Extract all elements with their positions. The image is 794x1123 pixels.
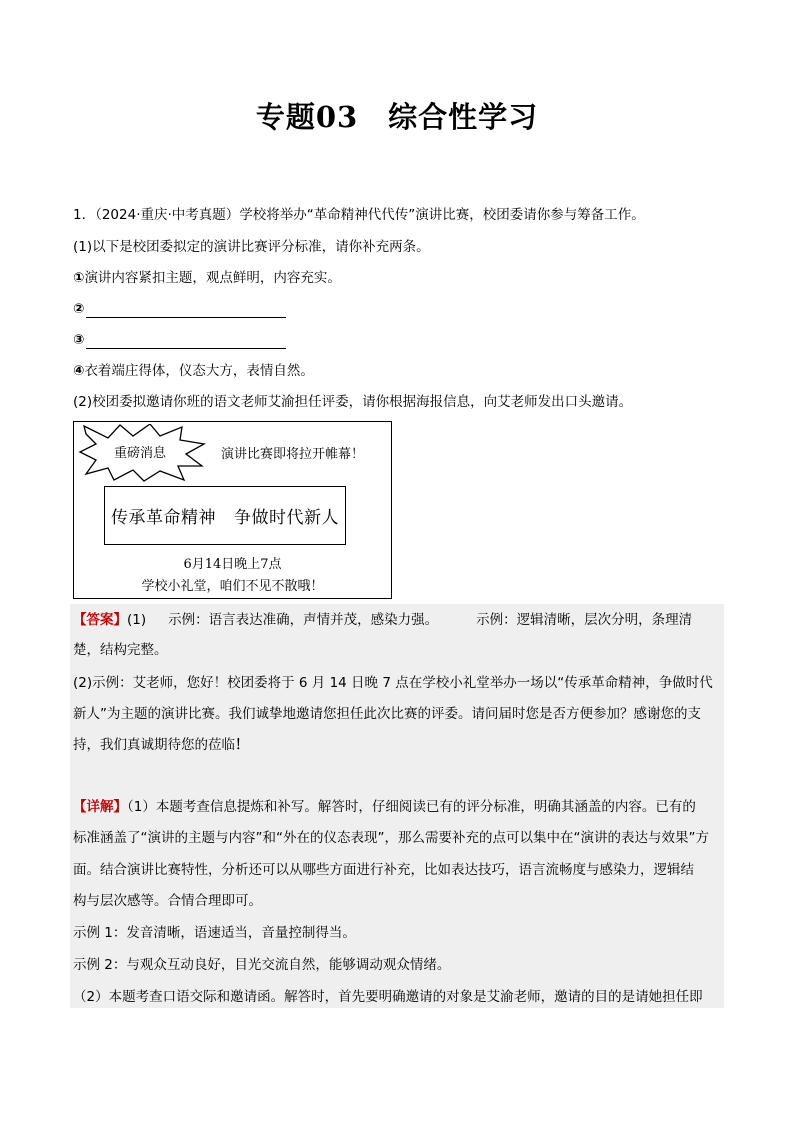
slogan-part1: 传承革命精神 [111,508,216,528]
poster-headline: 演讲比赛即将拉开帷幕！ [221,447,365,462]
page-title: 专题03 综合性学习 [255,100,539,134]
answer-part2-line-3b: ！ [235,737,249,753]
criterion-2-blank[interactable] [86,303,286,318]
analysis-line-1 [73,792,721,822]
answer-part2-line-2: 新人”为主题的演讲比赛。我们诚挚地邀请您担任此次比赛的评委。请问届时您是否方便参加？感谢您的支 [73,706,701,722]
criterion-3-number: ③ [73,332,85,348]
burst-label: 重磅消息 [114,446,167,461]
question-source: （2024·重庆·中考真题） [95,207,240,223]
analysis-line-4: 构与层次感等。合情合理即可。 [73,893,262,909]
answer-line-2: 楚，结构完整。 [73,642,168,658]
poster-place: 学校小礼堂，咱们不见不散哦！ [141,579,324,594]
analysis-example-1: 示例 1：发音清晰，语速适当，音量控制得当。 [73,925,356,941]
question-intro: 学校将举办“革命精神代代传”演讲比赛，校团委请你参与筹备工作。 [239,207,645,223]
criterion-2-number: ② [73,301,85,317]
answer-part2-line-1: (2)示例：艾老师，您好！校团委将于 6 月 14 日晚 7 点在学校小礼堂举办一场以“传承革命精神，争做时代 [73,675,713,691]
answer-line-1 [73,605,721,635]
question-intro-line [73,206,645,224]
answer-example-1: 示例：语言表达准确，声情并茂，感染力强。 [168,612,439,628]
answer-part2-line-3a: 持，我们真诚期待您的莅临 [73,737,235,753]
analysis-line-2: 标准涵盖了“演讲的主题与内容”和“外在的仪态表现”，那么需要补充的点可以集中在“演讲的表达与效果”方 [73,830,709,846]
analysis-example-2: 示例 2：与观众互动良好，目光交流自然，能够调动观众情绪。 [73,957,451,973]
criterion-1-text: 演讲内容紧扣主题，观点鲜明，内容充实。 [84,270,341,286]
criterion-4 [73,362,314,380]
answer-part1-label: (1) [127,612,147,628]
criterion-1 [73,269,341,287]
criterion-2 [73,300,286,318]
criterion-3-blank[interactable] [86,334,286,349]
analysis-line-5: （2）本题考查口语交际和邀请函。解答时，首先要明确邀请的对象是艾渝老师，邀请的目的是请她担任即 [73,989,703,1005]
question-number: 1． [73,207,96,223]
part1-prompt: (1)以下是校团委拟定的演讲比赛评分标准，请你补充两条。 [73,239,430,255]
criterion-4-number: ④ [73,363,85,379]
analysis-line-3: 面。结合演讲比赛特性，分析还可以从哪些方面进行补充，比如表达技巧，语言流畅度与感染力，逻辑结 [73,862,694,878]
answer-part2-line-3 [73,730,721,760]
criterion-1-number: ① [73,270,85,286]
poster [73,421,392,599]
poster-time: 6月14日晚上7点 [183,557,282,572]
criterion-4-text: 衣着端庄得体，仪态大方，表情自然。 [84,363,314,379]
analysis-tag: 【详解】 [73,799,127,815]
criterion-3 [73,331,286,349]
slogan-part2: 争做时代新人 [234,508,339,528]
part2-prompt: (2)校团委拟邀请你班的语文老师艾渝担任评委，请你根据海报信息，向艾老师发出口头邀请。 [73,394,633,410]
answer-tag: 【答案】 [73,612,127,628]
slogan-box [104,486,346,545]
answer-example-2: 示例：逻辑清晰，层次分明，条理清 [476,612,693,628]
analysis-text-1: （1）本题考查信息提炼和补写。解答时，仔细阅读已有的评分标准，明确其涵盖的内容。已有的 [127,799,696,815]
